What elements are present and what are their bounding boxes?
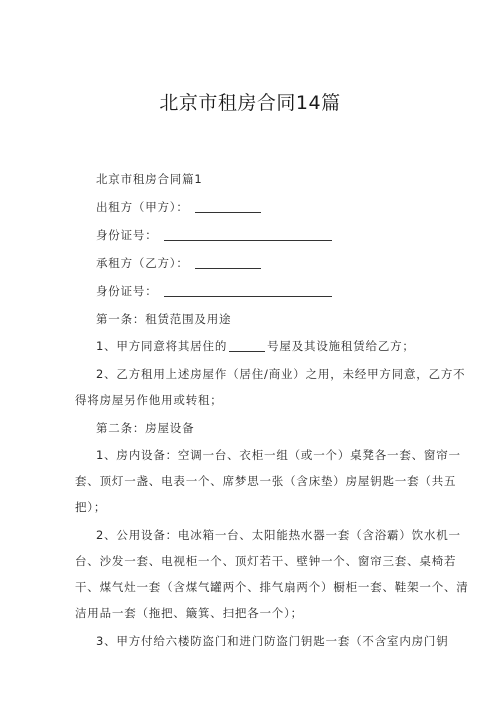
article2-item2-line1: 2、公用设备：电冰箱一台、太阳能热水器一套（含浴霸）饮水机一 xyxy=(96,528,461,542)
article1-item2-line2: 得将房屋另作他用或转租； xyxy=(75,393,223,407)
article1-title: 第一条：租赁范围及用途 xyxy=(96,312,232,326)
article2-item2-line3: 干、煤气灶一套（含煤气罐两个、排气扇两个）橱柜一套、鞋架一个、清 xyxy=(75,580,469,594)
lessee-blank xyxy=(195,256,261,269)
lessee-id-blank xyxy=(164,284,332,297)
lessor-field xyxy=(96,199,261,215)
document-title: 北京市租房合同14篇 xyxy=(159,92,341,114)
lessor-id-field xyxy=(96,227,332,243)
contract-heading: 北京市租房合同篇1 xyxy=(96,172,203,186)
house-number-blank xyxy=(229,339,265,352)
lessee-id-label: 身份证号： xyxy=(96,284,158,298)
article1-item1-after: 号屋及其设施租赁给乙方； xyxy=(267,339,415,353)
lessee-id-field xyxy=(96,283,332,299)
article2-item1-line1: 1、房内设备：空调一台、衣柜一组（或一个）桌凳各一套、窗帘一 xyxy=(96,448,461,462)
lessor-id-label: 身份证号： xyxy=(96,228,158,242)
article1-item2-line1: 2、乙方租用上述房屋作（居住/商业）之用，未经甲方同意，乙方不 xyxy=(96,367,466,381)
lessor-id-blank xyxy=(164,228,332,241)
lessee-label: 承租方（乙方）： xyxy=(96,256,189,270)
lessor-label: 出租方（甲方）： xyxy=(96,200,189,214)
lessee-field xyxy=(96,255,261,271)
article2-item1-line2: 套、顶灯一盏、电表一个、席梦思一张（含床垫）房屋钥匙一套（共五 xyxy=(75,474,457,488)
lessor-blank xyxy=(195,200,261,213)
article2-item3-line1: 3、甲方付给六楼防盗门和进门防盗门钥匙一套（不含室内房门钥 xyxy=(96,634,449,648)
article1-item1-before: 1、甲方同意将其居住的 xyxy=(96,339,228,353)
article2-item2-line4: 洁用品一套（拖把、簸箕、扫把各一个）； xyxy=(75,606,303,620)
article1-item1 xyxy=(96,338,415,354)
article2-title: 第二条：房屋设备 xyxy=(96,421,195,435)
article2-item2-line2: 台、沙发一套、电视柜一个、顶灯若干、壁钟一个、窗帘三套、桌椅若 xyxy=(75,554,457,568)
article2-item1-line3: 把）； xyxy=(75,500,107,514)
